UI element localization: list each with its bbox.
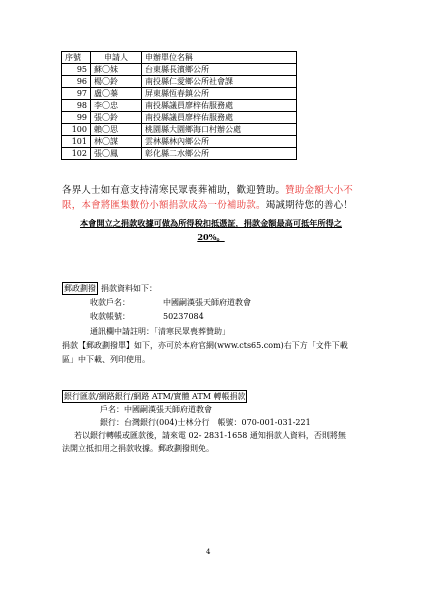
postal-form-line1: 捐款【郵政劃撥單】如下，亦可於本府官網(www.cts65.com)右下方「文件下載	[62, 341, 348, 350]
row-number: 102	[62, 148, 91, 160]
row-number: 101	[62, 136, 91, 148]
column-header-organization: 申辦單位名稱	[142, 52, 297, 64]
row-organization: 雲林縣林內鄉公所	[142, 136, 297, 148]
postal-section-label: 郵政劃撥	[64, 284, 96, 293]
row-organization: 台東縣長濱鄉公所	[142, 64, 297, 76]
row-organization: 桃園縣大園鄉海口村辦公處	[142, 124, 297, 136]
bank-account-name: 戶名：中國嗣漢張天師府道教會	[100, 405, 212, 414]
table-row	[62, 136, 297, 148]
appeal-highlight: 贊助金額大小不限，本會將匯集數份小額捐款成為一份補助款。	[62, 185, 354, 211]
table-row	[62, 76, 297, 88]
row-organization: 屏東縣恆春鎮公所	[142, 88, 297, 100]
row-organization: 南投縣議員廖梓佑服務處	[142, 100, 297, 112]
appeal-paragraph	[62, 183, 362, 213]
row-number: 97	[62, 88, 91, 100]
table-row	[62, 100, 297, 112]
row-number: 99	[62, 112, 91, 124]
row-applicant: 張〇鈴	[91, 112, 142, 124]
applicant-table	[61, 51, 297, 160]
postal-account-name-label: 收款戶名：	[90, 298, 130, 307]
bank-section-label: 銀行匯款/網路銀行/網路 ATM/實體 ATM 轉帳捐款	[64, 392, 246, 401]
row-organization: 彰化縣二水鄉公所	[142, 148, 297, 160]
appeal-text: 各界人士如有意支持清寒民眾喪葬補助，歡迎贊助。	[62, 185, 286, 196]
bank-details: 銀行：台灣銀行(004)士林分行 帳號：070-001-031-221	[100, 418, 311, 427]
postal-account-no: 50237084	[163, 312, 204, 321]
row-number: 100	[62, 124, 91, 136]
table-row	[62, 112, 297, 124]
table-row	[62, 64, 297, 76]
page-number: 4	[206, 548, 211, 556]
row-applicant: 盧〇蓁	[91, 88, 142, 100]
postal-account-no-label: 收款帳號：	[90, 312, 130, 321]
row-applicant: 張〇鳳	[91, 148, 142, 160]
table-header-row	[62, 52, 297, 64]
row-applicant: 李〇忠	[91, 100, 142, 112]
table-row	[62, 88, 297, 100]
postal-section-title: 捐款資料如下：	[101, 284, 157, 293]
receipt-note-line2: 20%。	[197, 232, 225, 242]
postal-form-line2: 區」中下載、列印使用。	[62, 355, 150, 364]
row-number: 96	[62, 76, 91, 88]
row-number: 95	[62, 64, 91, 76]
column-header-applicant: 申請人	[91, 52, 142, 64]
bank-note-line2: 法開立抵扣用之捐款收據。郵政劃撥則免。	[62, 444, 214, 453]
postal-memo: 通訊欄中請註明：「清寒民眾喪葬贊助」	[90, 327, 230, 336]
receipt-note-line1: 本會開立之捐款收據可做為所得稅扣抵憑証，捐款金額最高可抵年所得之	[79, 218, 342, 228]
postal-account-name: 中國嗣漢張天師府道教會	[163, 298, 251, 307]
column-header-number: 序號	[62, 52, 91, 64]
bank-note-line1: 若以銀行轉帳或匯款後，請來電 02- 2831-1658 通知捐款人資料，否則將無	[74, 431, 346, 440]
appeal-closing: 竭誠期待您的善心！	[265, 200, 354, 211]
row-applicant: 林〇謀	[91, 136, 142, 148]
row-number: 98	[62, 100, 91, 112]
row-applicant: 賴〇思	[91, 124, 142, 136]
row-applicant: 楊〇鈴	[91, 76, 142, 88]
table-row	[62, 148, 297, 160]
row-organization: 南投縣議員廖梓佑服務處	[142, 112, 297, 124]
row-organization: 南投縣仁愛鄉公所社會課	[142, 76, 297, 88]
table-row	[62, 124, 297, 136]
row-applicant: 蘇〇妹	[91, 64, 142, 76]
